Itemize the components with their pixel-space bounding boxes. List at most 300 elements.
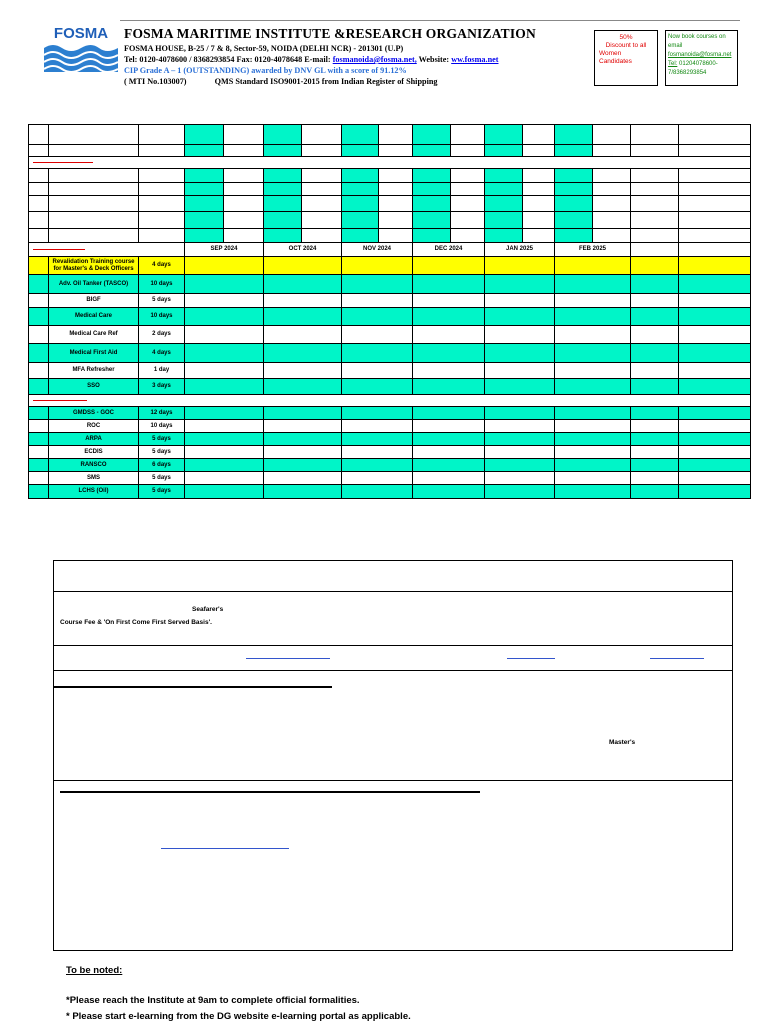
month-slot (555, 446, 631, 459)
grid-cell (29, 229, 49, 243)
month-slot (185, 446, 264, 459)
website-label: Website: (418, 55, 450, 64)
month-slot (342, 308, 413, 326)
course-duration: 6 days (139, 459, 185, 472)
course-duration: 2 days (139, 326, 185, 344)
month-slot (485, 485, 555, 499)
address-line: FOSMA HOUSE, B-25 / 7 & 8, Sector-59, NOIDA (DELHI NCR) - 201301 (U.P) (124, 44, 404, 53)
month-slot (342, 294, 413, 308)
grid-cell (413, 196, 451, 212)
course-name: BIGF (49, 294, 139, 308)
extra-cell (679, 420, 751, 433)
course-duration: 4 days (139, 344, 185, 363)
booking-line: email (668, 43, 683, 49)
underline-link[interactable] (161, 848, 289, 849)
grid-cell (29, 212, 49, 229)
month-slot (485, 420, 555, 433)
contact-line (124, 55, 499, 64)
month-slot (413, 379, 485, 395)
logo-text: FOSMA (53, 25, 109, 42)
extra-cell (631, 326, 679, 344)
grid-cell (185, 196, 224, 212)
month-slot (485, 308, 555, 326)
grid-cell (631, 212, 679, 229)
course-row (29, 459, 751, 472)
course-row (29, 294, 751, 308)
grid-cell (49, 145, 139, 157)
row-index-cell (29, 308, 49, 326)
grid-cell (593, 229, 631, 243)
grid-cell (593, 212, 631, 229)
mti-number: ( MTI No.103007) (124, 77, 187, 86)
month-slot (185, 294, 264, 308)
info-box-fees (53, 591, 733, 646)
course-name: GMDSS - GOC (49, 407, 139, 420)
row-index-cell (29, 294, 49, 308)
extra-cell (679, 485, 751, 499)
extra-cell (631, 257, 679, 275)
grid-cell (139, 183, 185, 196)
grid-cell (485, 145, 523, 157)
month-slot (485, 446, 555, 459)
grid-cell (29, 125, 49, 145)
month-slot (555, 294, 631, 308)
month-slot (413, 308, 485, 326)
course-name: Revalidation Training course for Master's & Deck Officers (49, 257, 139, 275)
fosma-logo (44, 22, 118, 72)
grid-cell (49, 212, 139, 229)
course-fee-text: Course Fee & 'On First Come First Served Basis'. (60, 619, 212, 626)
grid-cell (679, 243, 751, 257)
blank-grid-row (29, 169, 751, 183)
course-row (29, 446, 751, 459)
note-line: *Please reach the Institute at 9am to complete official formalities. (66, 995, 360, 1006)
course-row (29, 308, 751, 326)
underline-link[interactable] (650, 658, 704, 659)
grid-cell (593, 145, 631, 157)
website-link[interactable]: ww.fosma.net (451, 55, 499, 64)
grid-cell (185, 229, 224, 243)
underline-link[interactable] (246, 658, 330, 659)
grid-cell (451, 212, 485, 229)
course-duration: 3 days (139, 379, 185, 395)
note-line: * Please start e-learning from the DG website e-learning portal as applicable. (66, 1011, 411, 1022)
extra-cell (631, 275, 679, 294)
grid-cell (342, 183, 379, 196)
month-slot (185, 363, 264, 379)
month-slot (413, 257, 485, 275)
course-row (29, 407, 751, 420)
month-slot (555, 275, 631, 294)
month-slot (342, 433, 413, 446)
contact-text: Tel: 0120-4078600 / 8368293854 Fax: 0120-4078648 E-mail: (124, 55, 331, 64)
grid-cell (679, 212, 751, 229)
month-slot (413, 326, 485, 344)
month-slot (264, 459, 342, 472)
grid-cell (485, 169, 523, 183)
course-row (29, 275, 751, 294)
grid-cell (555, 183, 593, 196)
grid-cell (451, 169, 485, 183)
course-name: MFA Refresher (49, 363, 139, 379)
extra-cell (631, 433, 679, 446)
blank-grid-row (29, 157, 751, 169)
month-slot (413, 446, 485, 459)
booking-email-link[interactable]: fosmanoida@fosma.net (668, 52, 732, 58)
row-index-cell (29, 472, 49, 485)
grid-cell (523, 125, 555, 145)
month-slot (555, 379, 631, 395)
grid-cell (49, 196, 139, 212)
month-slot (342, 407, 413, 420)
extra-cell (679, 275, 751, 294)
grid-cell (139, 169, 185, 183)
grid-cell (139, 125, 185, 145)
month-header: FEB 2025 (555, 243, 631, 257)
row-index-cell (29, 420, 49, 433)
red-rule (33, 400, 87, 401)
extra-cell (631, 344, 679, 363)
course-duration: 5 days (139, 433, 185, 446)
course-row (29, 344, 751, 363)
grid-cell (379, 145, 413, 157)
grid-cell (679, 169, 751, 183)
month-slot (342, 363, 413, 379)
row-index-cell (29, 433, 49, 446)
row-index-cell (29, 344, 49, 363)
grid-cell (185, 212, 224, 229)
grid-cell (224, 183, 264, 196)
month-slot (185, 326, 264, 344)
month-slot (264, 446, 342, 459)
month-slot (264, 308, 342, 326)
row-index-cell (29, 379, 49, 395)
grid-cell (49, 169, 139, 183)
masters-label: Master's (609, 739, 636, 746)
month-slot (555, 344, 631, 363)
month-slot (485, 459, 555, 472)
row-index-cell (29, 459, 49, 472)
course-name: ROC (49, 420, 139, 433)
month-header: NOV 2024 (342, 243, 413, 257)
extra-cell (679, 433, 751, 446)
course-row (29, 326, 751, 344)
red-rule (33, 249, 85, 250)
grid-cell (631, 183, 679, 196)
month-slot (185, 275, 264, 294)
extra-cell (631, 363, 679, 379)
grid-cell (264, 125, 302, 145)
grid-cell (451, 229, 485, 243)
course-name: Adv. Oil Tanker (TASCO) (49, 275, 139, 294)
grid-cell (29, 183, 49, 196)
grid-cell (342, 125, 379, 145)
grid-cell (379, 125, 413, 145)
grid-cell (631, 125, 679, 145)
month-slot (555, 485, 631, 499)
grid-cell (631, 229, 679, 243)
blank-grid-row (29, 229, 751, 243)
grid-cell (302, 169, 342, 183)
separator-cell (29, 395, 751, 407)
month-slot (413, 459, 485, 472)
course-row (29, 472, 751, 485)
grid-cell (631, 243, 679, 257)
grid-cell (555, 169, 593, 183)
extra-cell (631, 294, 679, 308)
extra-cell (679, 257, 751, 275)
grid-cell (224, 145, 264, 157)
grid-cell (679, 183, 751, 196)
course-name: ARPA (49, 433, 139, 446)
grid-cell (224, 212, 264, 229)
grid-cell (679, 145, 751, 157)
row-index-cell (29, 257, 49, 275)
extra-cell (679, 459, 751, 472)
discount-line: Discount to all (605, 42, 647, 49)
extra-cell (631, 459, 679, 472)
month-slot (264, 485, 342, 499)
grid-cell (302, 183, 342, 196)
qms-standard: QMS Standard ISO9001-2015 from Indian Register of Shipping (214, 77, 438, 86)
month-slot (485, 257, 555, 275)
grid-cell (379, 196, 413, 212)
month-header-row (29, 243, 751, 257)
course-name: Medical Care (49, 308, 139, 326)
discount-percent: 50% (619, 34, 633, 41)
institute-title: FOSMA MARITIME INSTITUTE &RESEARCH ORGANIZATION (124, 26, 536, 41)
month-slot (264, 257, 342, 275)
grid-cell (342, 212, 379, 229)
grid-cell (451, 145, 485, 157)
grid-cell (264, 183, 302, 196)
month-slot (185, 420, 264, 433)
extra-cell (631, 420, 679, 433)
month-slot (413, 420, 485, 433)
month-slot (185, 407, 264, 420)
grid-cell (185, 125, 224, 145)
blank-grid-row (29, 183, 751, 196)
course-duration: 1 day (139, 363, 185, 379)
month-slot (342, 485, 413, 499)
month-slot (555, 472, 631, 485)
blank-grid-row (29, 196, 751, 212)
grid-cell (485, 229, 523, 243)
grid-cell (264, 229, 302, 243)
grid-cell (139, 229, 185, 243)
info-box-links (53, 645, 733, 671)
month-header: DEC 2024 (413, 243, 485, 257)
cip-grade-line: CIP Grade A – 1 (OUTSTANDING) awarded by DNV GL with a score of 91.12% (124, 66, 407, 75)
month-slot (264, 472, 342, 485)
month-slot (264, 379, 342, 395)
month-slot (342, 344, 413, 363)
course-name: LCHS (Oil) (49, 485, 139, 499)
grid-cell (342, 145, 379, 157)
month-slot (413, 433, 485, 446)
booking-tel (668, 60, 735, 69)
grid-cell (139, 212, 185, 229)
month-slot (485, 379, 555, 395)
grid-cell (679, 196, 751, 212)
course-duration: 10 days (139, 308, 185, 326)
tel-number-2: 7/8368293854 (668, 70, 707, 76)
course-duration: 10 days (139, 275, 185, 294)
extra-cell (679, 407, 751, 420)
month-slot (555, 420, 631, 433)
month-slot (413, 472, 485, 485)
grid-cell (342, 196, 379, 212)
grid-cell (523, 183, 555, 196)
grid-cell (555, 145, 593, 157)
red-rule (33, 162, 93, 163)
grid-cell (413, 212, 451, 229)
month-slot (185, 472, 264, 485)
grid-cell (593, 125, 631, 145)
extra-cell (631, 485, 679, 499)
grid-cell (413, 229, 451, 243)
grid-cell (379, 212, 413, 229)
booking-line: Now book courses on (668, 34, 726, 40)
course-name: ECDIS (49, 446, 139, 459)
month-slot (185, 379, 264, 395)
grid-cell (49, 125, 139, 145)
grid-cell (593, 169, 631, 183)
grid-cell (523, 145, 555, 157)
course-duration: 5 days (139, 446, 185, 459)
row-index-cell (29, 275, 49, 294)
grid-cell (224, 169, 264, 183)
grid-cell (631, 169, 679, 183)
month-header: JAN 2025 (485, 243, 555, 257)
seafarers-label: Seafarer's (192, 606, 224, 613)
grid-cell (485, 212, 523, 229)
extra-cell (679, 294, 751, 308)
month-slot (342, 446, 413, 459)
course-duration: 10 days (139, 420, 185, 433)
row-index-cell (29, 363, 49, 379)
grid-cell (679, 125, 751, 145)
extra-cell (679, 472, 751, 485)
month-slot (185, 344, 264, 363)
grid-cell (379, 229, 413, 243)
month-slot (485, 344, 555, 363)
month-slot (413, 485, 485, 499)
grid-cell (555, 212, 593, 229)
header-rule (120, 20, 740, 21)
extra-cell (631, 407, 679, 420)
grid-cell (679, 229, 751, 243)
course-row (29, 257, 751, 275)
month-slot (555, 326, 631, 344)
blank-grid-row (29, 212, 751, 229)
grid-cell (185, 145, 224, 157)
month-slot (264, 344, 342, 363)
tel-label: Tel: (668, 61, 678, 67)
grid-cell (264, 169, 302, 183)
grid-cell (555, 229, 593, 243)
grid-cell (379, 169, 413, 183)
grid-cell (523, 169, 555, 183)
course-name: RANSCO (49, 459, 139, 472)
grid-cell (555, 196, 593, 212)
info-box-header (53, 560, 733, 592)
month-slot (555, 363, 631, 379)
month-slot (185, 459, 264, 472)
grid-cell (593, 183, 631, 196)
month-slot (485, 294, 555, 308)
course-name: Medical First Aid (49, 344, 139, 363)
info-box-masters (53, 670, 733, 781)
grid-cell (264, 145, 302, 157)
month-slot (485, 326, 555, 344)
course-name: Medical Care Ref (49, 326, 139, 344)
course-duration: 12 days (139, 407, 185, 420)
discount-line: Candidates (599, 58, 632, 65)
month-slot (413, 407, 485, 420)
grid-cell (29, 145, 49, 157)
month-slot (342, 275, 413, 294)
email-link[interactable]: fosmanoida@fosma.net, (332, 55, 417, 64)
month-slot (264, 326, 342, 344)
month-header: OCT 2024 (264, 243, 342, 257)
blank-grid-row (29, 145, 751, 157)
month-slot (485, 363, 555, 379)
underline-link[interactable] (507, 658, 555, 659)
extra-cell (631, 472, 679, 485)
grid-cell (342, 169, 379, 183)
grid-cell (523, 229, 555, 243)
grid-cell (451, 183, 485, 196)
course-name: SSO (49, 379, 139, 395)
extra-cell (679, 363, 751, 379)
grid-cell (523, 196, 555, 212)
grid-cell (264, 212, 302, 229)
blank-grid-row (29, 125, 751, 145)
header-spacer (29, 243, 185, 257)
mti-line (124, 77, 438, 86)
month-slot (413, 344, 485, 363)
month-slot (342, 257, 413, 275)
course-row (29, 433, 751, 446)
month-slot (485, 407, 555, 420)
grid-cell (139, 196, 185, 212)
grid-cell (342, 229, 379, 243)
grid-cell (29, 169, 49, 183)
grid-cell (49, 183, 139, 196)
grid-cell (631, 145, 679, 157)
grid-cell (224, 196, 264, 212)
extra-cell (679, 446, 751, 459)
course-row (29, 420, 751, 433)
heading-rule (60, 791, 480, 793)
course-row (29, 379, 751, 395)
grid-cell (302, 212, 342, 229)
month-slot (555, 308, 631, 326)
info-box-details (53, 780, 733, 951)
course-duration: 5 days (139, 472, 185, 485)
grid-cell (302, 145, 342, 157)
course-schedule-table (28, 124, 751, 499)
booking-box (665, 30, 738, 86)
month-slot (342, 326, 413, 344)
month-slot (342, 472, 413, 485)
grid-cell (302, 229, 342, 243)
month-slot (185, 308, 264, 326)
course-name: SMS (49, 472, 139, 485)
grid-cell (555, 125, 593, 145)
month-slot (555, 257, 631, 275)
